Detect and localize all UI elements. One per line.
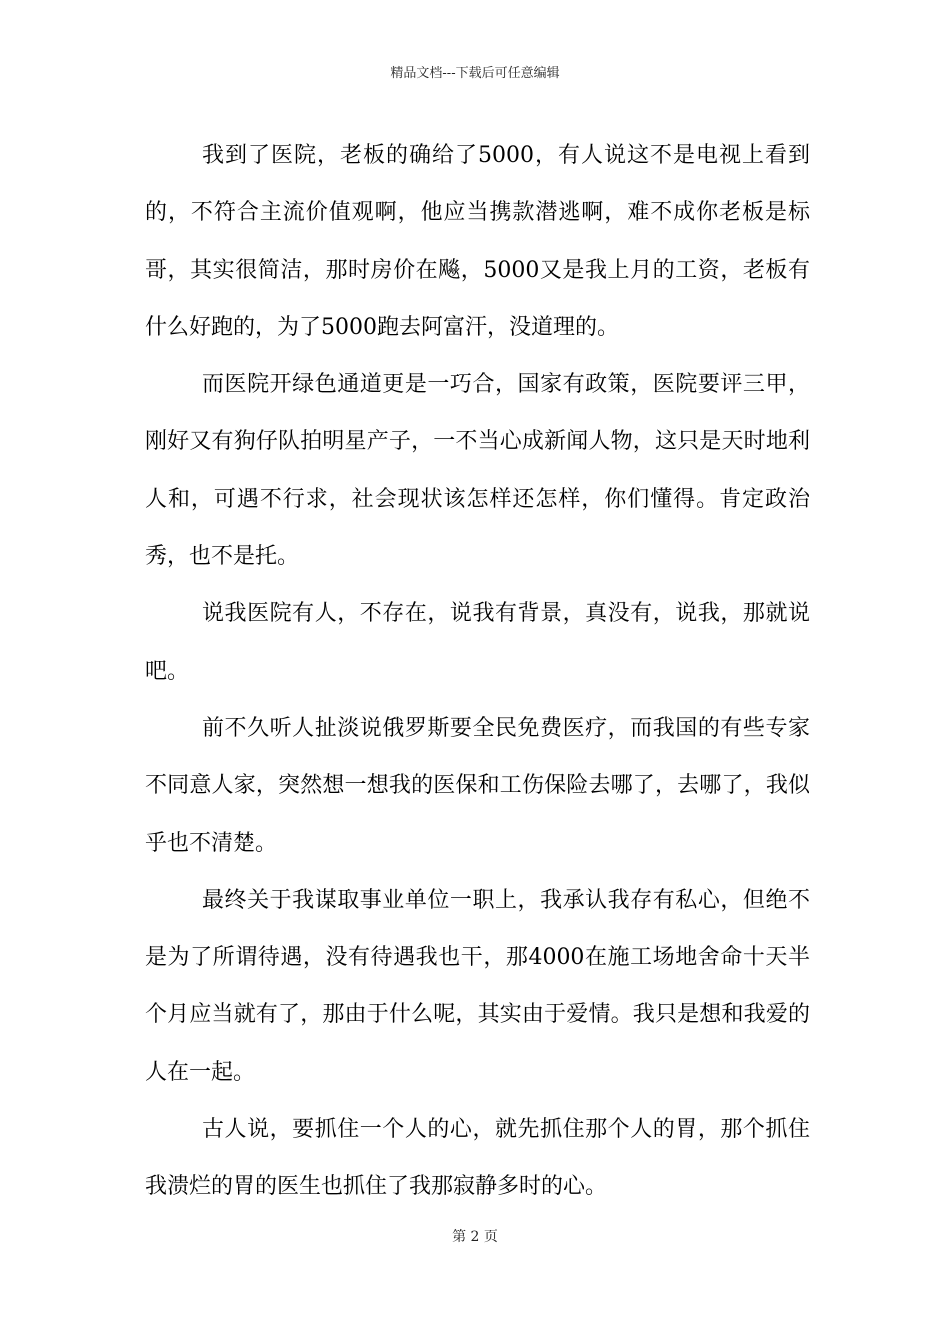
document-body [145, 127, 810, 1216]
paragraph: 古人说，要抓住一个人的心，就先抓住那个人的胃，那个抓住我溃烂的胃的医生也抓住了我那寂静多时的心。 [145, 1117, 810, 1200]
page-header: 精品文档---下载后可任意编辑 [390, 66, 560, 81]
paragraph: 说我医院有人，不存在，说我有背景，真没有，说我，那就说吧。 [145, 601, 810, 684]
paragraph: 我到了医院，老板的确给了5000，有人说这不是电视上看到的，不符合主流价值观啊，他应当携款潜逃啊，难不成你老板是标哥，其实很简洁，那时房价在飚，5000又是我上月的工资，老板有什么好跑的，为了5000跑去阿富汗，没道理的。 [145, 143, 810, 340]
paragraph: 而医院开绿色通道更是一巧合，国家有政策，医院要评三甲，刚好又有狗仔队拍明星产子，一不当心成新闻人物，这只是天时地利人和，可遇不行求，社会现状该怎样还怎样，你们懂得。肯定政治秀，也不是托。 [145, 372, 810, 570]
paragraph: 前不久听人扯淡说俄罗斯要全民免费医疗，而我国的有些专家不同意人家，突然想一想我的医保和工伤保险去哪了，去哪了，我似乎也不清楚。 [145, 715, 810, 856]
page-number: 第 2 页 [452, 1229, 498, 1245]
paragraph: 最终关于我谋取事业单位一职上，我承认我存有私心，但绝不是为了所谓待遇，没有待遇我也干，那4000在施工场地舍命十天半个月应当就有了，那由于什么呢，其实由于爱情。我只是想和我爱的人在一起。 [145, 887, 810, 1085]
